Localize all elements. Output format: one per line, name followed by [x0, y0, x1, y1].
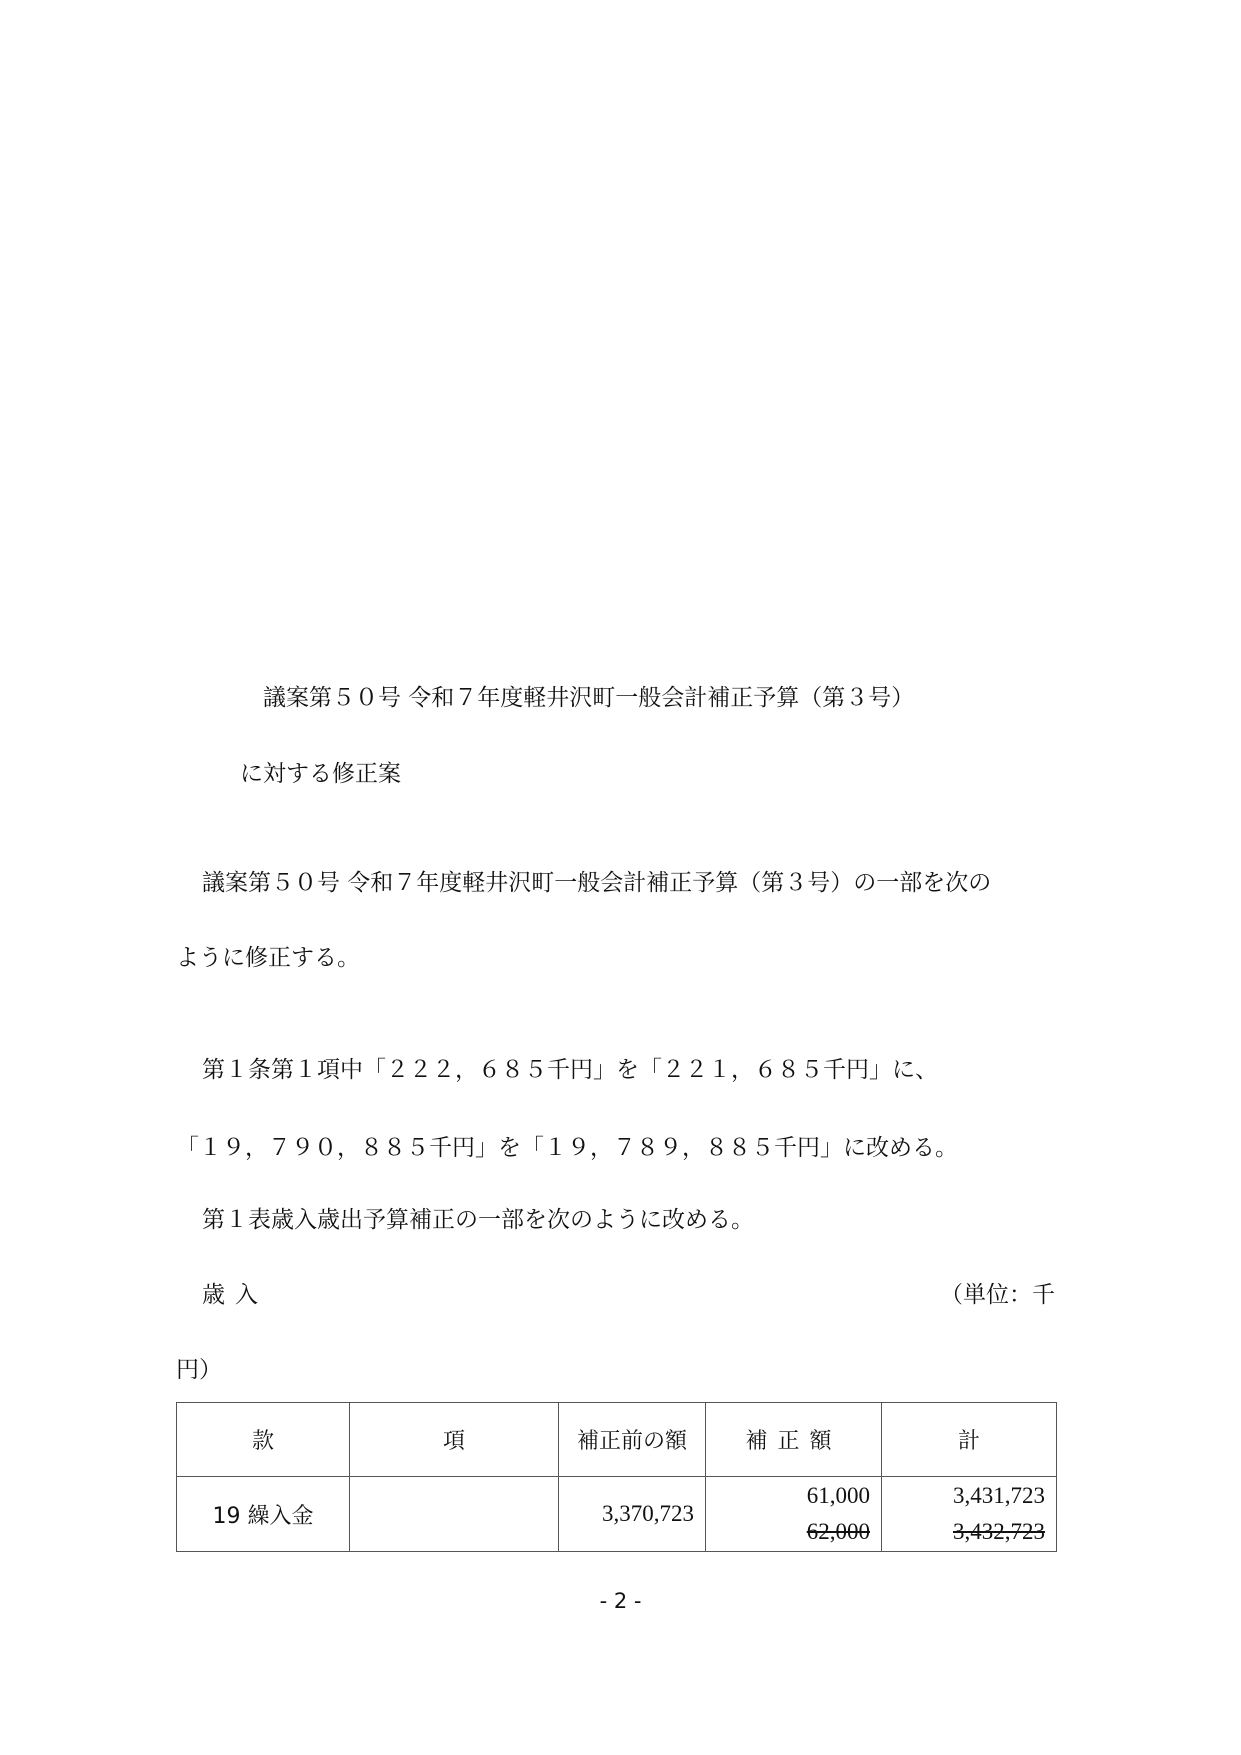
revenue-section-label: 歳入: [202, 1282, 268, 1308]
total-old-value-struck: 3,432,723: [953, 1519, 1045, 1544]
cell-kou: [350, 1477, 559, 1552]
intro-paragraph-line2: ように修正する。: [176, 945, 360, 971]
header-total: 計: [882, 1403, 1057, 1477]
page-number: - 2 -: [599, 1589, 642, 1613]
amendment-new-value: 61,000: [806, 1483, 870, 1508]
budget-table: [176, 1402, 1057, 1552]
table-note-paragraph: 第１表歳入歳出予算補正の一部を次のように改める。: [202, 1207, 754, 1233]
header-kan: 款: [177, 1403, 350, 1477]
document-title-line1: 議案第５０号 令和７年度軽井沢町一般会計補正予算（第３号）: [263, 685, 915, 711]
header-amendment-amount: 補正額: [706, 1403, 882, 1477]
table-header-row: [177, 1403, 1057, 1477]
intro-paragraph-line1: 議案第５０号 令和７年度軽井沢町一般会計補正予算（第３号）の一部を次の: [202, 870, 992, 896]
cell-total: [882, 1477, 1057, 1552]
unit-label-part1: （単位：千: [940, 1282, 1055, 1308]
article-paragraph-line2: 「１９，７９０，８８５千円」を「１９，７８９，８８５千円」に改める。: [176, 1135, 958, 1161]
document-title-line2: に対する修正案: [240, 761, 401, 787]
article-paragraph-line1: 第１条第１項中「２２２，６８５千円」を「２２１，６８５千円」に、: [202, 1057, 938, 1083]
header-before-amount: 補正前の額: [559, 1403, 706, 1477]
header-kou: 項: [350, 1403, 559, 1477]
unit-label-part2: 円）: [176, 1357, 222, 1383]
total-new-value: 3,431,723: [953, 1483, 1045, 1508]
cell-kan: 19 繰入金: [177, 1477, 350, 1552]
cell-before-amount: 3,370,723: [559, 1477, 706, 1552]
cell-amendment-amount: [706, 1477, 882, 1552]
amendment-old-value-struck: 62,000: [806, 1519, 870, 1544]
table-row: [177, 1477, 1057, 1552]
